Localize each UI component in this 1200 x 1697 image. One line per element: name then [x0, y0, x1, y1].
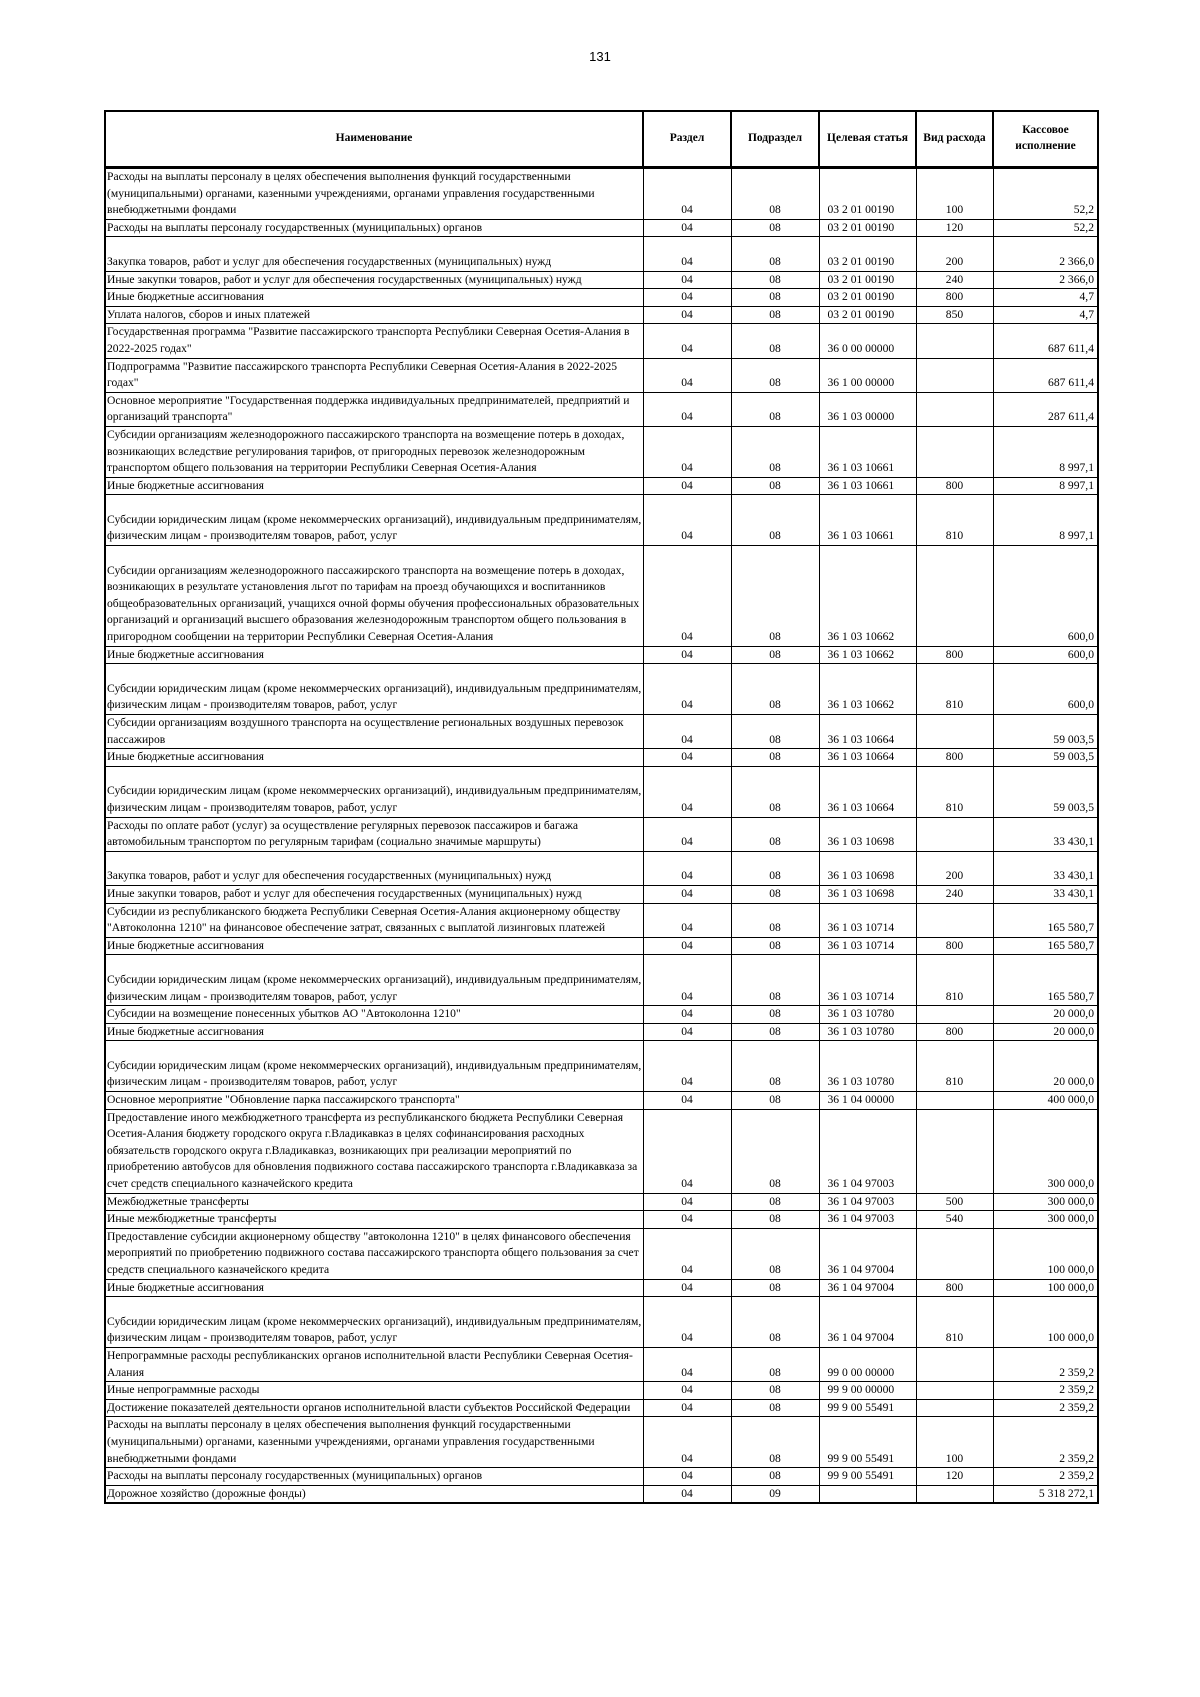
table-row — [105, 1347, 1098, 1381]
cell-subsection: 08 — [731, 392, 819, 426]
column-header-name: Наименование — [105, 111, 643, 168]
table-row — [105, 1228, 1098, 1279]
cell-target-article: 36 1 03 10661 — [819, 426, 916, 477]
table-row — [105, 1417, 1098, 1468]
cell-cash-execution: 400 000,0 — [993, 1092, 1098, 1110]
cell-cash-execution: 33 430,1 — [993, 817, 1098, 851]
cell-expense-type: 810 — [916, 1041, 993, 1092]
table-row — [105, 817, 1098, 851]
cell-cash-execution: 300 000,0 — [993, 1193, 1098, 1211]
cell-expense-type: 800 — [916, 749, 993, 767]
cell-section: 04 — [643, 1211, 731, 1229]
cell-subsection: 08 — [731, 955, 819, 1006]
cell-target-article: 03 2 01 00190 — [819, 219, 916, 237]
cell-cash-execution: 4,7 — [993, 306, 1098, 324]
cell-cash-execution: 2 359,2 — [993, 1382, 1098, 1400]
cell-cash-execution: 287 611,4 — [993, 392, 1098, 426]
cell-expense-type: 540 — [916, 1211, 993, 1229]
cell-subsection: 08 — [731, 237, 819, 271]
table-row — [105, 1468, 1098, 1486]
cell-cash-execution: 20 000,0 — [993, 1041, 1098, 1092]
table-row — [105, 1485, 1098, 1503]
cell-cash-execution: 687 611,4 — [993, 324, 1098, 358]
cell-cash-execution: 300 000,0 — [993, 1211, 1098, 1229]
cell-subsection: 09 — [731, 1485, 819, 1503]
cell-target-article: 36 1 03 10698 — [819, 885, 916, 903]
cell-section: 04 — [643, 477, 731, 495]
cell-expense-type — [916, 358, 993, 392]
cell-expense-type: 240 — [916, 885, 993, 903]
cell-target-article: 36 1 03 10780 — [819, 1006, 916, 1024]
cell-name: Субсидии юридическим лицам (кроме некоммерческих организаций), индивидуальным предпринимателям, физическим лицам - производителям товаров, работ, услуг — [105, 664, 643, 715]
cell-cash-execution: 2 359,2 — [993, 1468, 1098, 1486]
cell-subsection: 08 — [731, 664, 819, 715]
cell-subsection: 08 — [731, 477, 819, 495]
cell-section: 04 — [643, 168, 731, 220]
cell-target-article: 03 2 01 00190 — [819, 168, 916, 220]
cell-name: Иные непрограммные расходы — [105, 1382, 643, 1400]
cell-subsection: 08 — [731, 1347, 819, 1381]
table-row — [105, 324, 1098, 358]
cell-section: 04 — [643, 955, 731, 1006]
page-number: 131 — [589, 49, 611, 64]
cell-subsection: 08 — [731, 168, 819, 220]
cell-name: Субсидии юридическим лицам (кроме некоммерческих организаций), индивидуальным предпринимателям, физическим лицам - производителям товаров, работ, услуг — [105, 1041, 643, 1092]
cell-subsection: 08 — [731, 646, 819, 664]
cell-name: Иные бюджетные ассигнования — [105, 937, 643, 955]
cell-cash-execution: 100 000,0 — [993, 1228, 1098, 1279]
cell-target-article: 36 1 03 10662 — [819, 646, 916, 664]
cell-expense-type: 800 — [916, 477, 993, 495]
cell-name: Субсидии юридическим лицам (кроме некоммерческих организаций), индивидуальным предпринимателям, физическим лицам - производителям товаров, работ, услуг — [105, 766, 643, 817]
cell-cash-execution: 52,2 — [993, 168, 1098, 220]
cell-name: Предоставление субсидии акционерному обществу "автоколонна 1210" в целях финансового обеспечения мероприятий по приобретению подвижного состава пассажирского транспорта общего пользования за счет средств специального казначейского кредита — [105, 1228, 643, 1279]
cell-section: 04 — [643, 1228, 731, 1279]
cell-cash-execution: 300 000,0 — [993, 1109, 1098, 1193]
table-row — [105, 851, 1098, 885]
cell-section: 04 — [643, 646, 731, 664]
cell-subsection: 08 — [731, 1417, 819, 1468]
cell-section: 04 — [643, 1006, 731, 1024]
cell-cash-execution: 2 359,2 — [993, 1417, 1098, 1468]
cell-name: Расходы на выплаты персоналу государственных (муниципальных) органов — [105, 219, 643, 237]
cell-target-article: 99 9 00 55491 — [819, 1468, 916, 1486]
table-row — [105, 168, 1098, 220]
cell-section: 04 — [643, 1485, 731, 1503]
cell-cash-execution: 600,0 — [993, 546, 1098, 647]
cell-section: 04 — [643, 1297, 731, 1348]
cell-target-article — [819, 1485, 916, 1503]
cell-cash-execution: 20 000,0 — [993, 1023, 1098, 1041]
cell-section: 04 — [643, 817, 731, 851]
table-row — [105, 955, 1098, 1006]
cell-target-article: 36 1 04 97003 — [819, 1211, 916, 1229]
table-row — [105, 1041, 1098, 1092]
cell-name: Иные бюджетные ассигнования — [105, 646, 643, 664]
cell-section: 04 — [643, 1347, 731, 1381]
cell-cash-execution: 687 611,4 — [993, 358, 1098, 392]
table-row — [105, 477, 1098, 495]
cell-cash-execution: 100 000,0 — [993, 1297, 1098, 1348]
cell-section: 04 — [643, 851, 731, 885]
table-row — [105, 1109, 1098, 1193]
cell-subsection: 08 — [731, 766, 819, 817]
cell-subsection: 08 — [731, 219, 819, 237]
cell-target-article: 36 1 03 10662 — [819, 664, 916, 715]
cell-expense-type — [916, 1006, 993, 1024]
cell-cash-execution: 8 997,1 — [993, 426, 1098, 477]
cell-subsection: 08 — [731, 1297, 819, 1348]
cell-section: 04 — [643, 306, 731, 324]
cell-cash-execution: 20 000,0 — [993, 1006, 1098, 1024]
cell-expense-type — [916, 903, 993, 937]
cell-cash-execution: 4,7 — [993, 289, 1098, 307]
cell-subsection: 08 — [731, 1468, 819, 1486]
cell-cash-execution: 59 003,5 — [993, 715, 1098, 749]
cell-cash-execution: 52,2 — [993, 219, 1098, 237]
cell-subsection: 08 — [731, 1228, 819, 1279]
cell-section: 04 — [643, 937, 731, 955]
column-header-target-article: Целевая статья — [819, 111, 916, 168]
cell-target-article: 36 1 03 10714 — [819, 955, 916, 1006]
table-row — [105, 426, 1098, 477]
cell-section: 04 — [643, 289, 731, 307]
cell-target-article: 36 1 03 10662 — [819, 546, 916, 647]
cell-target-article: 99 9 00 55491 — [819, 1417, 916, 1468]
cell-subsection: 08 — [731, 885, 819, 903]
cell-expense-type: 800 — [916, 289, 993, 307]
cell-name: Основное мероприятие "Государственная поддержка индивидуальных предпринимателей, предприятий и организаций транспорта" — [105, 392, 643, 426]
cell-expense-type: 810 — [916, 955, 993, 1006]
table-row — [105, 749, 1098, 767]
cell-name: Непрограммные расходы республиканских органов исполнительной власти Республики Северная Осетия-Алания — [105, 1347, 643, 1381]
cell-section: 04 — [643, 219, 731, 237]
cell-cash-execution: 8 997,1 — [993, 495, 1098, 546]
cell-target-article: 36 1 04 97003 — [819, 1193, 916, 1211]
cell-name: Субсидии организациям воздушного транспорта на осуществление региональных воздушных перевозок пассажиров — [105, 715, 643, 749]
table-row — [105, 1279, 1098, 1297]
cell-expense-type: 200 — [916, 851, 993, 885]
column-header-section: Раздел — [643, 111, 731, 168]
cell-section: 04 — [643, 1109, 731, 1193]
cell-target-article: 36 1 00 00000 — [819, 358, 916, 392]
cell-target-article: 36 1 04 97004 — [819, 1228, 916, 1279]
cell-cash-execution: 2 359,2 — [993, 1347, 1098, 1381]
cell-expense-type: 100 — [916, 168, 993, 220]
cell-cash-execution: 100 000,0 — [993, 1279, 1098, 1297]
cell-name: Субсидии организациям железнодорожного пассажирского транспорта на возмещение потерь в доходах, возникающих вследствие регулирования тарифов, от пригородных перевозок железнодорожным транспортом общего пользования на территории Республики Северная Осетия-Алания — [105, 426, 643, 477]
cell-subsection: 08 — [731, 358, 819, 392]
cell-expense-type — [916, 1109, 993, 1193]
cell-section: 04 — [643, 749, 731, 767]
cell-expense-type — [916, 324, 993, 358]
cell-name: Закупка товаров, работ и услуг для обеспечения государственных (муниципальных) нужд — [105, 237, 643, 271]
cell-expense-type — [916, 392, 993, 426]
cell-section: 04 — [643, 271, 731, 289]
cell-name: Иные бюджетные ассигнования — [105, 1023, 643, 1041]
cell-section: 04 — [643, 1399, 731, 1417]
cell-target-article: 03 2 01 00190 — [819, 289, 916, 307]
cell-cash-execution: 59 003,5 — [993, 749, 1098, 767]
cell-section: 04 — [643, 885, 731, 903]
cell-section: 04 — [643, 1417, 731, 1468]
cell-section: 04 — [643, 426, 731, 477]
table-row — [105, 1092, 1098, 1110]
cell-target-article: 36 1 03 10664 — [819, 715, 916, 749]
cell-expense-type — [916, 715, 993, 749]
cell-expense-type: 100 — [916, 1417, 993, 1468]
cell-subsection: 08 — [731, 271, 819, 289]
cell-expense-type: 200 — [916, 237, 993, 271]
cell-target-article: 36 1 04 97003 — [819, 1109, 916, 1193]
cell-target-article: 36 1 04 00000 — [819, 1092, 916, 1110]
cell-name: Субсидии юридическим лицам (кроме некоммерческих организаций), индивидуальным предпринимателям, физическим лицам - производителям товаров, работ, услуг — [105, 495, 643, 546]
cell-expense-type — [916, 1228, 993, 1279]
cell-subsection: 08 — [731, 715, 819, 749]
cell-expense-type — [916, 426, 993, 477]
cell-expense-type: 800 — [916, 1279, 993, 1297]
cell-section: 04 — [643, 766, 731, 817]
cell-target-article: 03 2 01 00190 — [819, 306, 916, 324]
cell-name: Иные бюджетные ассигнования — [105, 1279, 643, 1297]
cell-cash-execution: 600,0 — [993, 646, 1098, 664]
cell-target-article: 36 1 03 10661 — [819, 495, 916, 546]
table-row — [105, 306, 1098, 324]
cell-name: Расходы на выплаты персоналу государственных (муниципальных) органов — [105, 1468, 643, 1486]
table-row — [105, 289, 1098, 307]
table-row — [105, 1023, 1098, 1041]
table-row — [105, 392, 1098, 426]
table-row — [105, 1006, 1098, 1024]
cell-expense-type: 810 — [916, 664, 993, 715]
cell-subsection: 08 — [731, 1211, 819, 1229]
cell-name: Достижение показателей деятельности органов исполнительной власти субъектов Российской Федерации — [105, 1399, 643, 1417]
cell-name: Расходы по оплате работ (услуг) за осуществление регулярных перевозок пассажиров и багажа автомобильным транспортом по регулярным тарифам (социально значимые маршруты) — [105, 817, 643, 851]
cell-subsection: 08 — [731, 937, 819, 955]
table-row — [105, 664, 1098, 715]
cell-name: Межбюджетные трансферты — [105, 1193, 643, 1211]
cell-expense-type — [916, 546, 993, 647]
cell-target-article: 36 1 03 10698 — [819, 817, 916, 851]
cell-target-article: 36 1 04 97004 — [819, 1279, 916, 1297]
cell-subsection: 08 — [731, 1279, 819, 1297]
cell-name: Закупка товаров, работ и услуг для обеспечения государственных (муниципальных) нужд — [105, 851, 643, 885]
cell-cash-execution: 165 580,7 — [993, 903, 1098, 937]
table-row — [105, 1399, 1098, 1417]
cell-target-article: 36 1 03 10780 — [819, 1041, 916, 1092]
table-row — [105, 546, 1098, 647]
cell-subsection: 08 — [731, 903, 819, 937]
cell-expense-type: 500 — [916, 1193, 993, 1211]
table-row — [105, 1297, 1098, 1348]
table-row — [105, 766, 1098, 817]
cell-expense-type: 810 — [916, 495, 993, 546]
cell-subsection: 08 — [731, 1399, 819, 1417]
cell-target-article: 36 0 00 00000 — [819, 324, 916, 358]
table-body — [105, 168, 1098, 1504]
cell-target-article: 36 1 03 00000 — [819, 392, 916, 426]
cell-target-article: 99 0 00 00000 — [819, 1347, 916, 1381]
table-row — [105, 937, 1098, 955]
cell-cash-execution: 5 318 272,1 — [993, 1485, 1098, 1503]
cell-subsection: 08 — [731, 324, 819, 358]
cell-name: Дорожное хозяйство (дорожные фонды) — [105, 1485, 643, 1503]
cell-section: 04 — [643, 495, 731, 546]
table-row — [105, 715, 1098, 749]
cell-expense-type: 800 — [916, 937, 993, 955]
cell-expense-type: 810 — [916, 1297, 993, 1348]
cell-cash-execution: 165 580,7 — [993, 955, 1098, 1006]
cell-section: 04 — [643, 358, 731, 392]
cell-subsection: 08 — [731, 817, 819, 851]
cell-target-article: 36 1 03 10714 — [819, 903, 916, 937]
cell-section: 04 — [643, 324, 731, 358]
column-header-cash-execution: Кассовое исполнение — [993, 111, 1098, 168]
table-row — [105, 237, 1098, 271]
cell-target-article: 36 1 03 10664 — [819, 766, 916, 817]
cell-name: Субсидии юридическим лицам (кроме некоммерческих организаций), индивидуальным предпринимателям, физическим лицам - производителям товаров, работ, услуг — [105, 955, 643, 1006]
cell-section: 04 — [643, 1382, 731, 1400]
table-row — [105, 885, 1098, 903]
cell-subsection: 08 — [731, 1193, 819, 1211]
table-row — [105, 903, 1098, 937]
cell-subsection: 08 — [731, 1092, 819, 1110]
table-row — [105, 1382, 1098, 1400]
cell-name: Субсидии из республиканского бюджета Республики Северная Осетия-Алания акционерному обществу "Автоколонна 1210" на финансовое обеспечение затрат, связанных с выплатой лизинговых платежей — [105, 903, 643, 937]
cell-name: Иные закупки товаров, работ и услуг для обеспечения государственных (муниципальных) нужд — [105, 271, 643, 289]
cell-section: 04 — [643, 664, 731, 715]
cell-name: Предоставление иного межбюджетного трансферта из республиканского бюджета Республики Северная Осетия-Алания бюджету городского округа г.Владикавказ в целях софинансирования расходных обязательств городского округа г.Владикавказ, возникающих при реализации мероприятий по приобретению автобусов для обновления подвижного состава пассажирского транспорта г.Владикавказа за счет средств специального казначейского кредита — [105, 1109, 643, 1193]
table-row — [105, 271, 1098, 289]
column-header-subsection: Подраздел — [731, 111, 819, 168]
cell-target-article: 36 1 03 10698 — [819, 851, 916, 885]
cell-name: Субсидии организациям железнодорожного пассажирского транспорта на возмещение потерь в доходах, возникающих в результате установления льгот по тарифам на проезд обучающихся и воспитанников общеобразовательных организаций, учащихся очной формы обучения профессиональных образовательных организаций и организаций высшего образования железнодорожным транспортом общего пользования в пригородном сообщении на территории Республики Северная Осетия-Алания — [105, 546, 643, 647]
cell-name: Иные бюджетные ассигнования — [105, 749, 643, 767]
table-row — [105, 646, 1098, 664]
cell-subsection: 08 — [731, 306, 819, 324]
table-header-row — [105, 111, 1098, 168]
cell-name: Иные межбюджетные трансферты — [105, 1211, 643, 1229]
cell-subsection: 08 — [731, 851, 819, 885]
cell-expense-type: 850 — [916, 306, 993, 324]
table-row — [105, 358, 1098, 392]
cell-target-article: 36 1 03 10780 — [819, 1023, 916, 1041]
cell-target-article: 99 9 00 00000 — [819, 1382, 916, 1400]
cell-cash-execution: 59 003,5 — [993, 766, 1098, 817]
cell-subsection: 08 — [731, 426, 819, 477]
column-header-expense-type: Вид расхода — [916, 111, 993, 168]
cell-subsection: 08 — [731, 1006, 819, 1024]
cell-expense-type: 120 — [916, 219, 993, 237]
cell-section: 04 — [643, 1041, 731, 1092]
cell-target-article: 03 2 01 00190 — [819, 271, 916, 289]
cell-section: 04 — [643, 1193, 731, 1211]
table-row — [105, 495, 1098, 546]
cell-section: 04 — [643, 1468, 731, 1486]
cell-expense-type: 800 — [916, 1023, 993, 1041]
cell-cash-execution: 2 366,0 — [993, 271, 1098, 289]
cell-name: Иные бюджетные ассигнования — [105, 289, 643, 307]
cell-section: 04 — [643, 903, 731, 937]
cell-subsection: 08 — [731, 1023, 819, 1041]
cell-name: Основное мероприятие "Обновление парка пассажирского транспорта" — [105, 1092, 643, 1110]
table-row — [105, 219, 1098, 237]
cell-subsection: 08 — [731, 1041, 819, 1092]
cell-name: Иные бюджетные ассигнования — [105, 477, 643, 495]
cell-expense-type: 120 — [916, 1468, 993, 1486]
cell-name: Иные закупки товаров, работ и услуг для обеспечения государственных (муниципальных) нужд — [105, 885, 643, 903]
cell-name: Расходы на выплаты персоналу в целях обеспечения выполнения функций государственными (муниципальными) органами, казенными учреждениями, органами управления государственными внебюджетными фондами — [105, 1417, 643, 1468]
cell-cash-execution: 165 580,7 — [993, 937, 1098, 955]
cell-subsection: 08 — [731, 289, 819, 307]
cell-expense-type: 240 — [916, 271, 993, 289]
cell-cash-execution: 33 430,1 — [993, 851, 1098, 885]
cell-name: Государственная программа "Развитие пассажирского транспорта Республики Северная Осетия-Алания в 2022-2025 годах" — [105, 324, 643, 358]
cell-section: 04 — [643, 1092, 731, 1110]
cell-target-article: 36 1 04 97004 — [819, 1297, 916, 1348]
cell-subsection: 08 — [731, 749, 819, 767]
cell-subsection: 08 — [731, 546, 819, 647]
cell-expense-type — [916, 1485, 993, 1503]
cell-expense-type — [916, 1347, 993, 1381]
cell-expense-type: 800 — [916, 646, 993, 664]
cell-section: 04 — [643, 715, 731, 749]
cell-target-article: 36 1 03 10661 — [819, 477, 916, 495]
cell-target-article: 36 1 03 10714 — [819, 937, 916, 955]
cell-subsection: 08 — [731, 1382, 819, 1400]
cell-name: Расходы на выплаты персоналу в целях обеспечения выполнения функций государственными (муниципальными) органами, казенными учреждениями, органами управления государственными внебюджетными фондами — [105, 168, 643, 220]
table-row — [105, 1193, 1098, 1211]
cell-subsection: 08 — [731, 495, 819, 546]
cell-cash-execution: 8 997,1 — [993, 477, 1098, 495]
cell-cash-execution: 600,0 — [993, 664, 1098, 715]
cell-target-article: 36 1 03 10664 — [819, 749, 916, 767]
cell-section: 04 — [643, 392, 731, 426]
cell-expense-type — [916, 1382, 993, 1400]
cell-subsection: 08 — [731, 1109, 819, 1193]
cell-section: 04 — [643, 1023, 731, 1041]
cell-name: Субсидии на возмещение понесенных убытков АО "Автоколонна 1210" — [105, 1006, 643, 1024]
cell-name: Субсидии юридическим лицам (кроме некоммерческих организаций), индивидуальным предпринимателям, физическим лицам - производителям товаров, работ, услуг — [105, 1297, 643, 1348]
cell-section: 04 — [643, 1279, 731, 1297]
cell-target-article: 99 9 00 55491 — [819, 1399, 916, 1417]
table-row — [105, 1211, 1098, 1229]
cell-name: Уплата налогов, сборов и иных платежей — [105, 306, 643, 324]
budget-table — [104, 110, 1099, 1504]
cell-target-article: 03 2 01 00190 — [819, 237, 916, 271]
cell-section: 04 — [643, 546, 731, 647]
cell-expense-type — [916, 1399, 993, 1417]
cell-cash-execution: 2 366,0 — [993, 237, 1098, 271]
cell-expense-type: 810 — [916, 766, 993, 817]
cell-section: 04 — [643, 237, 731, 271]
cell-name: Подпрограмма "Развитие пассажирского транспорта Республики Северная Осетия-Алания в 2022-2025 годах" — [105, 358, 643, 392]
cell-expense-type — [916, 817, 993, 851]
cell-cash-execution: 2 359,2 — [993, 1399, 1098, 1417]
cell-cash-execution: 33 430,1 — [993, 885, 1098, 903]
cell-expense-type — [916, 1092, 993, 1110]
